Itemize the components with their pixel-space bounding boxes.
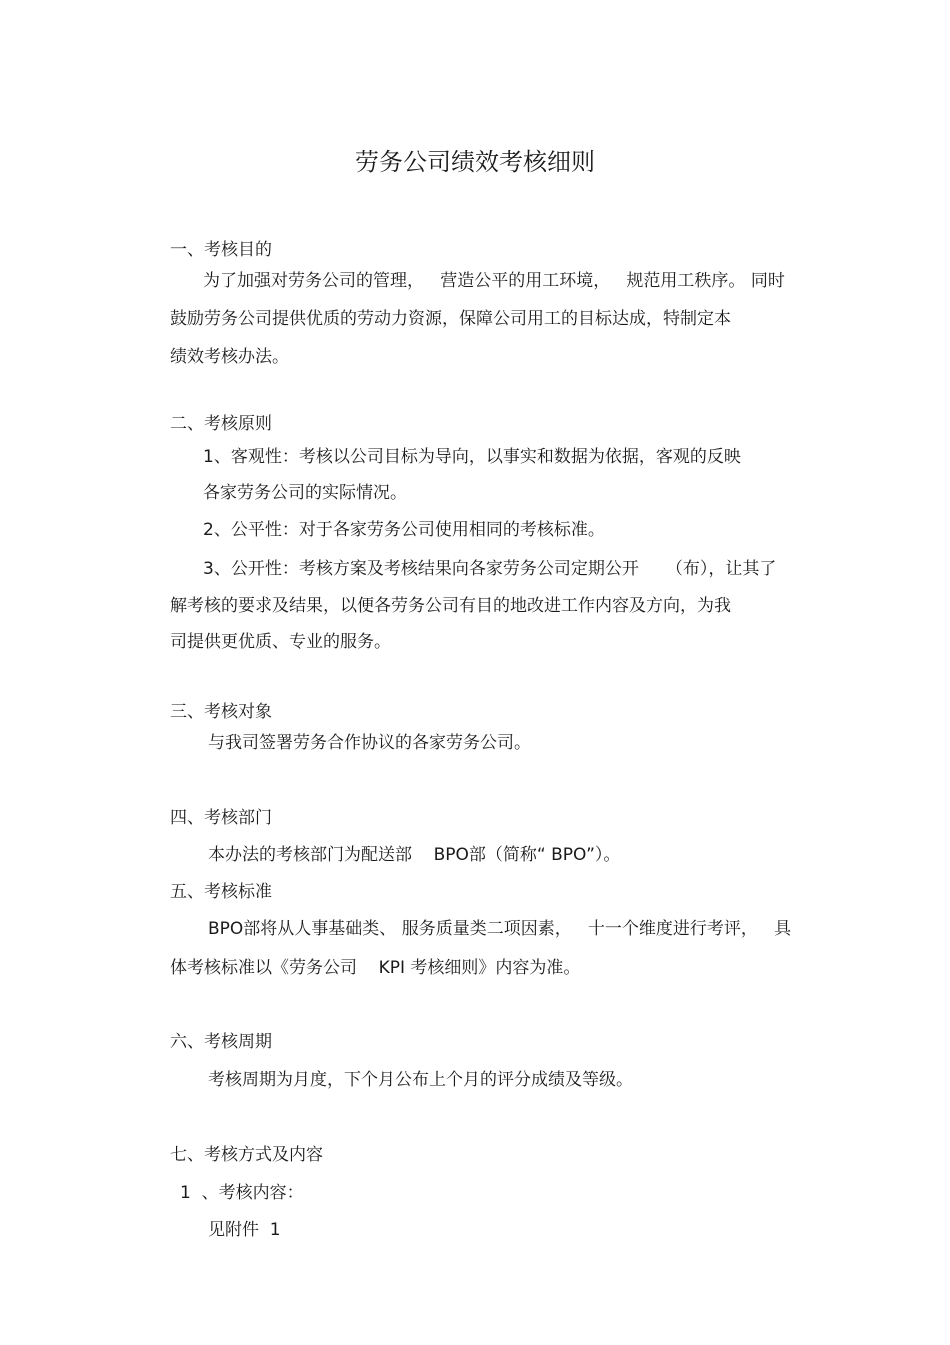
document-title: 劳务公司绩效考核细则 <box>355 148 595 176</box>
section-heading-purpose: 一、考核目的 <box>170 240 272 260</box>
paragraph-line: 3、公开性：考核方案及考核结果向各家劳务公司定期公开 （布），让其了 <box>203 559 777 579</box>
paragraph-line: 1、客观性：考核以公司目标为导向，以事实和数据为依据，客观的反映 <box>203 447 741 467</box>
paragraph-line: 绩效考核办法。 <box>170 347 289 367</box>
paragraph-line: 2、公平性：对于各家劳务公司使用相同的考核标准。 <box>203 520 605 540</box>
paragraph-line: 鼓励劳务公司提供优质的劳动力资源，保障公司用工的目标达成，特制定本 <box>170 309 731 329</box>
section-heading-method: 七、考核方式及内容 <box>170 1145 323 1165</box>
paragraph-line: 体考核标准以《劳务公司 KPI 考核细则》内容为准。 <box>170 958 581 978</box>
paragraph-line: 司提供更优质、专业的服务。 <box>170 632 391 652</box>
paragraph-line: 解考核的要求及结果，以便各劳务公司有目的地改进工作内容及方向，为我 <box>170 596 731 616</box>
paragraph-line: 为了加强对劳务公司的管理， 营造公平的用工环境， 规范用工秩序。 同时 <box>203 271 785 291</box>
section-heading-principles: 二、考核原则 <box>170 414 272 434</box>
paragraph-line: 见附件 1 <box>208 1220 281 1240</box>
paragraph-line: 本办法的考核部门为配送部 BPO部（简称“ BPO”）。 <box>208 845 621 865</box>
section-heading-standards: 五、考核标准 <box>170 882 272 902</box>
section-heading-targets: 三、考核对象 <box>170 702 272 722</box>
paragraph-line: 各家劳务公司的实际情况。 <box>203 483 407 503</box>
section-heading-department: 四、考核部门 <box>170 808 272 828</box>
paragraph-line: BPO部将从人事基础类、 服务质量类二项因素， 十一个维度进行考评， 具 <box>208 919 792 939</box>
section-heading-cycle: 六、考核周期 <box>170 1032 272 1052</box>
paragraph-line: 与我司签署劳务合作协议的各家劳务公司。 <box>208 733 531 753</box>
paragraph-line: 考核周期为月度，下个月公布上个月的评分成绩及等级。 <box>208 1070 633 1090</box>
paragraph-line: 1 、考核内容： <box>180 1183 304 1203</box>
